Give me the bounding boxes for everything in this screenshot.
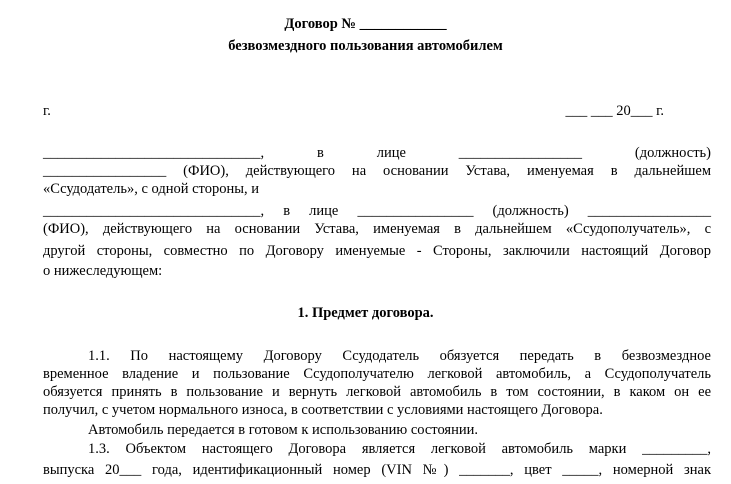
parties-line-4: ______________________________, в лице ________________ (должность) _________________ <box>43 203 711 219</box>
clause-1-3-line-2: выпуска 20___ года, идентификационный номер (VIN №) _______, цвет _____, номерной знак <box>43 462 711 478</box>
clause-1-1-note: Автомобиль передается в готовом к использованию состоянии. <box>88 422 478 438</box>
parties-line-5: (ФИО), действующего на основании Устава, именуемая в дальнейшем «Ссудополучатель», с <box>43 221 711 237</box>
parties-line-7: о нижеследующем: <box>43 263 163 279</box>
city-date-line <box>43 103 711 120</box>
city-label: г. <box>43 103 51 119</box>
clause-1-1-line-4: получил, с учетом нормального износа, в соответствии с условиями настоящего Договора. <box>43 402 603 418</box>
clause-1-3-line-1: 1.3. Объектом настоящего Договора является легковой автомобиль марки _________, <box>88 441 711 457</box>
parties-line-6: другой стороны, совместно по Договору именуемые - Стороны, заключили настоящий Договор <box>43 243 711 259</box>
contract-title: Договор № ____________ <box>284 16 447 32</box>
contract-date: ___ ___ 20___ г. <box>565 103 664 119</box>
parties-line-1: ______________________________, в лице _________________ (должность) <box>43 145 711 161</box>
clause-1-1-line-2: временное владение и пользование Ссудополучателю легковой автомобиль, а Ссудополучатель <box>43 366 711 382</box>
parties-line-3: «Ссудодатель», с одной стороны, и <box>43 181 259 197</box>
contract-subtitle: безвозмездного пользования автомобилем <box>228 38 503 54</box>
clause-1-1-line-3: обязуется принять в пользование и вернуть легковой автомобиль в том состоянии, в каком он ее <box>43 384 711 400</box>
parties-line-2: _________________ (ФИО), действующего на основании Устава, именуемая в дальнейшем <box>43 163 711 179</box>
clause-1-1-line-1: 1.1. По настоящему Договору Ссудодатель обязуется передать в безвозмездное <box>88 348 711 364</box>
section-1-title: 1. Предмет договора. <box>297 305 434 321</box>
